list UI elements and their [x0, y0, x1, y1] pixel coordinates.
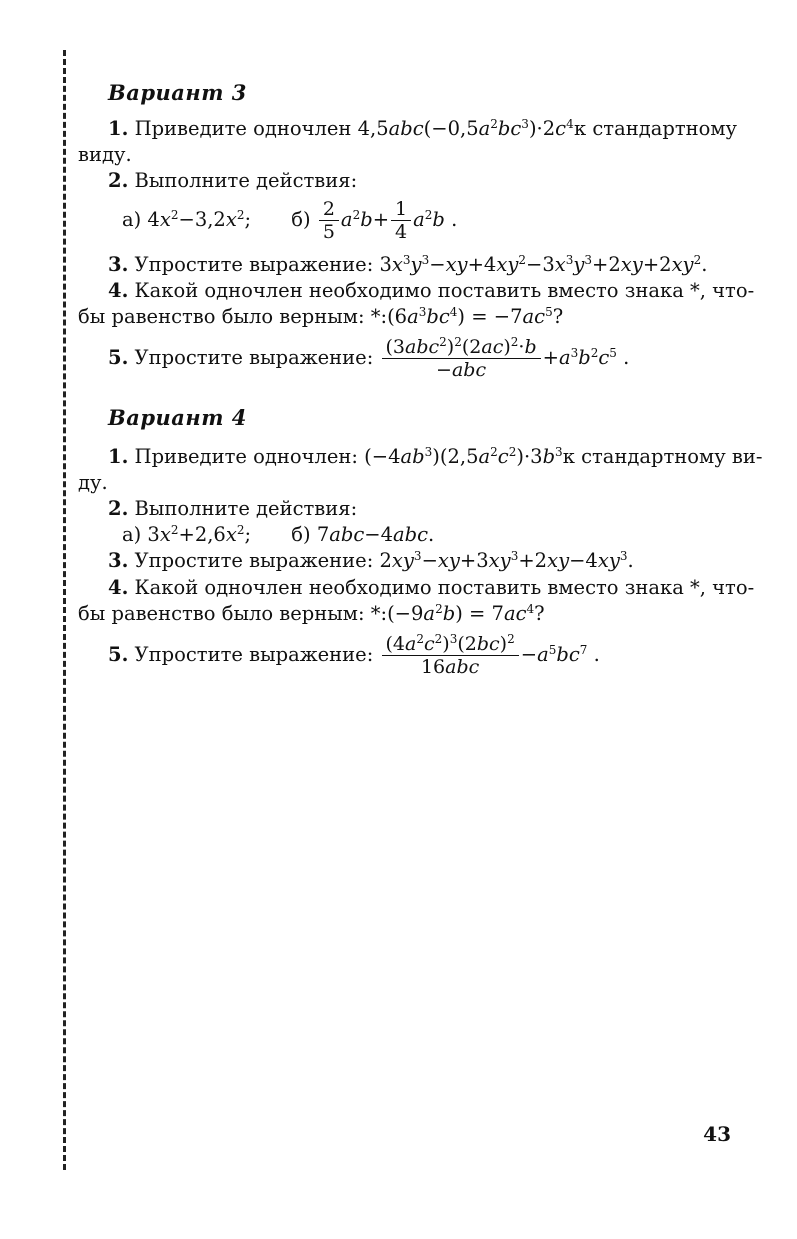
v3-task-2b-label: б)	[291, 208, 311, 231]
v4-task-1-tail: к стандартному ви-	[562, 445, 763, 468]
v3-task-4: 4. Какой одночлен необходимо поставить вместо знака *, что-	[108, 279, 755, 302]
v4-task-5: 5. Упростите выражение: $\frac{(4a^2c^2)^3(2bc)^2}{\text{16abc}}$ $-a^5bc^7$ .	[108, 632, 600, 678]
variant-3-heading: Вариант 3	[108, 80, 247, 105]
v4-task-1: 1. Приведите одночлен: $(-4ab^3)(2,5a^2c^2)\cdot 3b^3$ к стандартному ви-	[108, 445, 763, 468]
cut-line	[63, 50, 66, 1170]
v3-task-1-tail: к стандартному	[574, 117, 737, 140]
v4-task-2-items: а) $3x^2+2,6x^2$; б) 7abc−4abc.	[122, 523, 435, 546]
fraction: $\frac{(3abc^2)^2(2ac)^2\cdot b}{\text{−abc}}$	[382, 336, 541, 381]
page-number: 43	[703, 1122, 731, 1146]
variant-4-heading: Вариант 4	[108, 405, 247, 430]
v3-task-2: 2. Выполните действия:	[108, 169, 358, 192]
v4-task-1-cont: ду.	[78, 471, 108, 494]
fraction: $\frac{1}{4}$	[391, 198, 411, 243]
v4-task-2b-label: б)	[291, 523, 311, 546]
v4-task-3: 3. Упростите выражение: $2xy^3-xy+3xy^3+2xy-4xy^3$.	[108, 549, 634, 572]
v3-task-1-cont: виду.	[78, 143, 132, 166]
v4-task-4-cont: бы равенство было верным: $*:(-9a^2b) = 7ac^4$?	[78, 602, 545, 625]
v3-task-1: 1. Приведите одночлен $4,5abc(-0,5a^2bc^3)\cdot 2c^4$ к стандартному	[108, 117, 737, 140]
v3-task-3: 3. Упростите выражение: $3x^3y^3-xy+4xy^2-3x^3y^3+2xy+2xy^2$.	[108, 253, 708, 276]
v3-task-4-cont: бы равенство было верным: $*:(6a^3bc^4) = -7ac^5$?	[78, 305, 564, 328]
v3-task-2-items: а) $4x^2-3,2x^2$; б) $\frac{2}{5}$ $a^2b+$ $\frac{1}{4}$ $a^2b$ .	[122, 198, 458, 243]
v4-task-2a-label: а)	[122, 523, 142, 546]
fraction: $\frac{(4a^2c^2)^3(2bc)^2}{\text{16abc}}$	[382, 633, 519, 678]
v3-task-2a-label: а)	[122, 208, 142, 231]
v3-task-1-text: Приведите одночлен 4,5	[134, 117, 389, 140]
v3-task-5: 5. Упростите выражение: $\frac{(3abc^2)^2(2ac)^2\cdot b}{\text{−abc}}$ $+a^3b^2c^5$ .	[108, 335, 630, 381]
v4-task-4: 4. Какой одночлен необходимо поставить вместо знака *, что-	[108, 576, 755, 599]
v3-task-1-number: 1.	[108, 117, 129, 140]
fraction: $\frac{2}{5}$	[319, 198, 339, 243]
v4-task-2: 2. Выполните действия:	[108, 497, 358, 520]
